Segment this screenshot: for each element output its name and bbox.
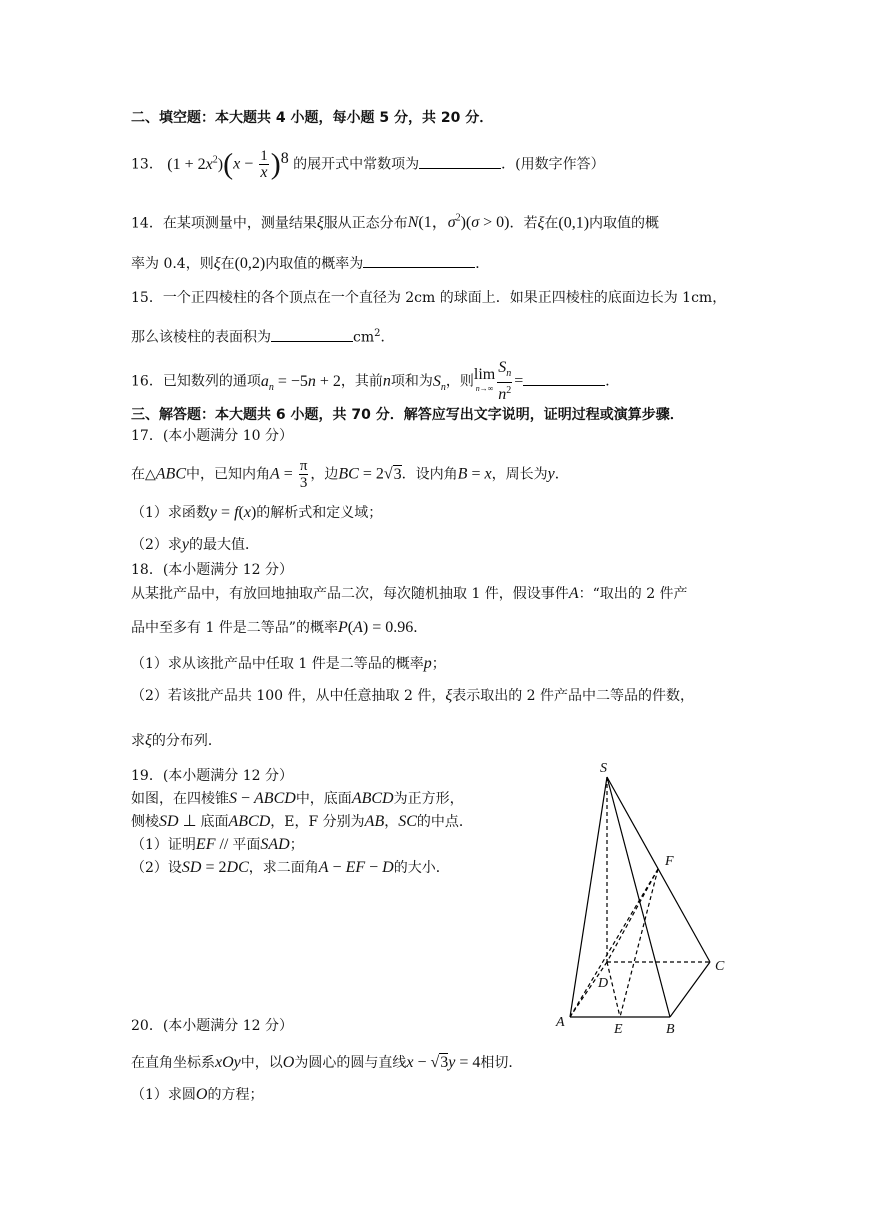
answer-blank [523,371,605,386]
question-19-line-2: 侧棱SD ⊥ 底面ABCD，E，F 分别为AB，SC的中点． [131,813,473,830]
math-expression: ( [223,147,234,181]
label-D: D [598,976,609,991]
question-19-line-1: 如图，在四棱锥S − ABCD中，底面ABCD为正方形， [131,790,464,807]
label-E: E [614,1022,623,1037]
question-19-part-2: （2）设SD = 2DC，求二面角A − EF − D的大小． [131,859,450,876]
fraction: $\frac{1}{x}$ [260,148,268,181]
label-S: S [600,761,607,776]
fraction: $\frac{\pi}{3}$ [299,458,308,491]
edge-SC [607,777,710,962]
section-heading-solutions: 三、解答题：本大题共 6 小题，共 70 分．解答应写出文字说明，证明过程或演算步骤． [131,407,684,423]
answer-blank [271,327,353,342]
question-20-line-1: 在直角坐标系xOy中，以O为圆心的圆与直线x − √3y = 4相切． [131,1054,523,1071]
segment-EF [620,869,658,1017]
label-B: B [666,1022,675,1037]
question-14-line-2: 率为 0.4，则ξ在(0,2)内取值的概率为 ． [131,255,490,272]
label-A: A [556,1015,565,1030]
question-20-header: 20．(本小题满分 12 分） [131,1018,293,1034]
question-17-header: 17．(本小题满分 10 分） [131,428,293,444]
question-19-header: 19．(本小题满分 12 分） [131,768,293,784]
question-18-part-2: （2）若该批产品共 100 件，从中任意抽取 2 件，ξ表示取出的 2 件产品中二等品的件数， [131,687,695,704]
question-18-line-2: 品中至多有 1 件是二等品”的概率P(A) = 0.96． [131,619,428,636]
question-17-line-1: 在△ABC中，已知内角A = $\frac{\pi}{3}$ ，边BC = 2√3．设内角B = x，周长为y． [131,458,569,491]
label-F: F [665,854,674,869]
section-heading-fill-blank: 二、填空题：本大题共 4 小题，每小题 5 分，共 20 分． [131,110,494,126]
segment-DE [607,962,620,1017]
edge-SB [607,777,670,1017]
question-15-line-1: 15．一个正四棱柱的各个顶点在一个直径为 2cm 的球面上．如果正四棱柱的底面边长为 1cm， [131,290,727,306]
question-13: 13． $(1 + 2x^2)(x$ − $\frac{1}{x}$ )$^8$ 的展开式中常数项为 ．(用数字作答） [131,147,605,181]
segment-DF [607,869,658,962]
question-15-line-2: 那么该棱柱的表面积为 $cm^2$． [131,328,395,346]
segment-AF [570,869,658,1017]
question-16: 16．已知数列的通项$a_n = -5n + 2$，其前n项和为$S_n$，则lim n→∞ $\frac{S_n}{n^2}$ = ． [131,359,620,403]
question-number: 13． [131,156,163,173]
question-17-part-2: （2）求y的最大值． [131,536,260,553]
question-19-part-1: （1）证明EF // 平面SAD； [131,836,304,853]
question-18-header: 18．(本小题满分 12 分） [131,562,293,578]
question-18-part-1: （1）求从该批产品中任取 1 件是二等品的概率p； [131,655,446,672]
edge-BC [670,962,710,1017]
question-20-part-1: （1）求圆O的方程； [131,1086,264,1103]
question-17-part-1: （1）求函数y = f(x)的解析式和定义域； [131,504,383,521]
answer-blank [419,154,501,169]
label-C: C [715,959,725,974]
fraction: $\frac{S_n}{n^2}$ [498,359,512,403]
question-14-line-1: 14．在某项测量中，测量结果ξ服从正态分布N(1，$\sigma^2)(\sigma > 0)$．若ξ在(0,1)内取值的概 [131,213,660,232]
pyramid-figure [540,750,740,1040]
math-expression: $(1 + 2x^2)$ [167,154,224,173]
answer-blank [363,253,475,268]
question-18-line-1: 从某批产品中，有放回地抽取产品二次，每次随机抽取 1 件，假设事件A：“取出的 2 件产 [131,585,688,602]
question-18-part-2-cont: 求ξ的分布列． [131,732,222,749]
